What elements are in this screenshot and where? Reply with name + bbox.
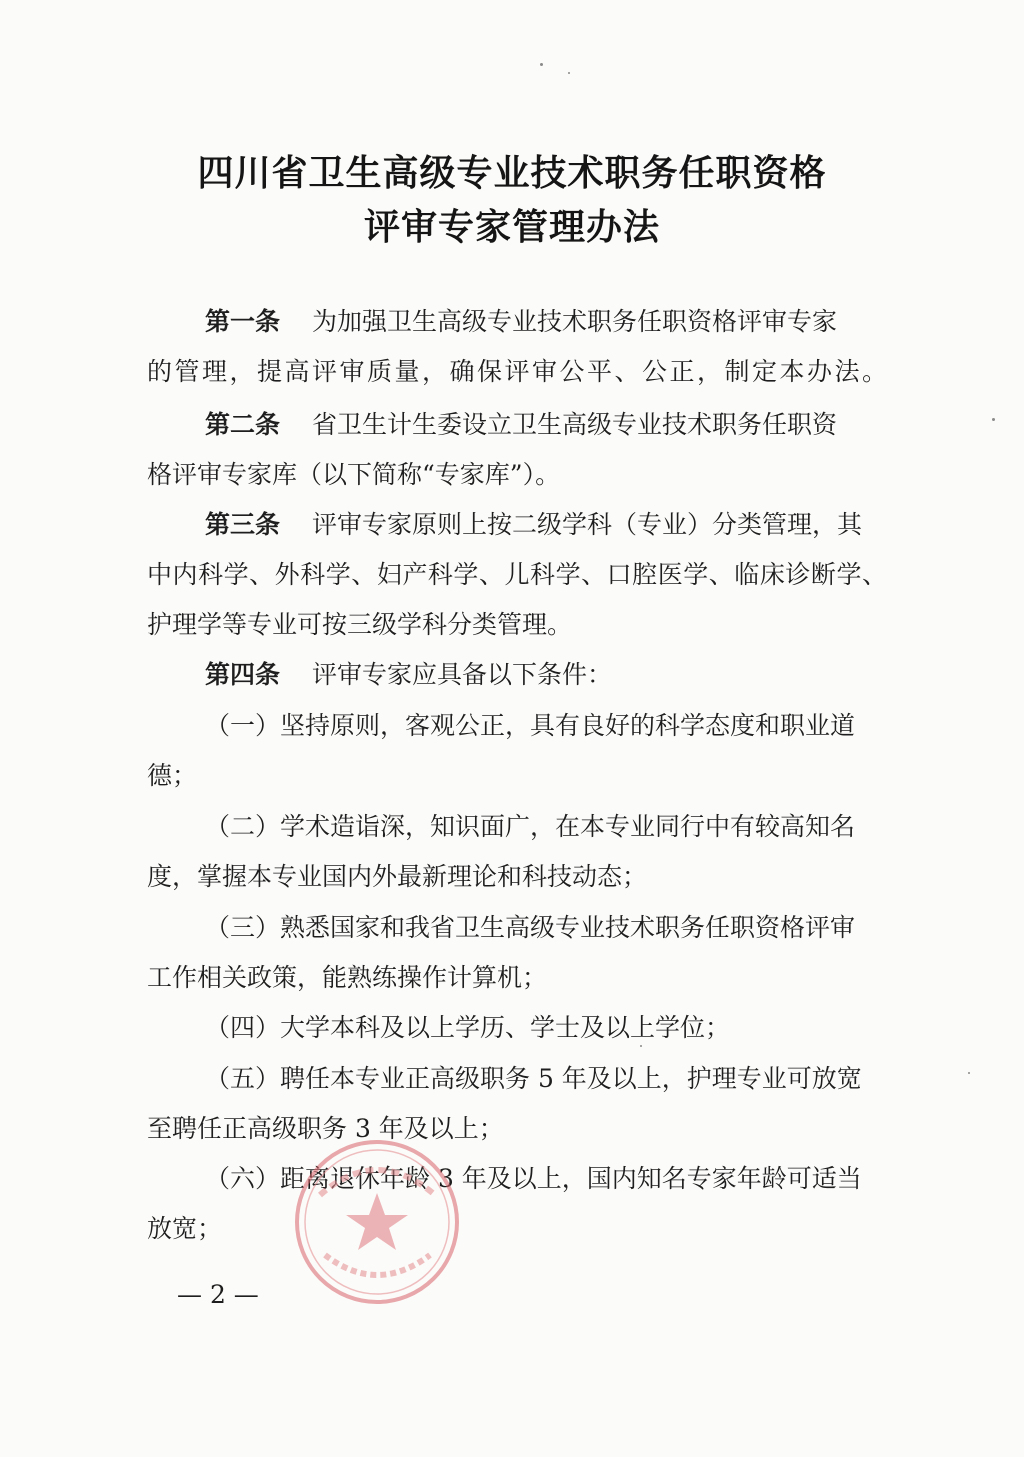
- condition-2-line-1: （二）学术造诣深，知识面广，在本专业同行中有较高知名: [205, 812, 856, 841]
- article-3-text-1: 评审专家原则上按二级学科（专业）分类管理，其: [312, 510, 863, 539]
- condition-6-line-2: 放宽；: [147, 1214, 223, 1243]
- article-2-line-2: 格评审专家库（以下简称“专家库”）。: [147, 460, 561, 489]
- condition-3-line-1: （三）熟悉国家和我省卫生高级专业技术职务任职资格评审: [205, 913, 856, 942]
- article-1-text-1: 为加强卫生高级专业技术职务任职资格评审专家: [312, 307, 838, 336]
- article-3-line-2: 中内科学、外科学、妇产科学、儿科学、口腔医学、临床诊断学、: [147, 560, 887, 589]
- scan-speck: [568, 72, 570, 74]
- scan-speck: [640, 1045, 642, 1047]
- article-3-line-3: 护理学等专业可按三级学科分类管理。: [147, 610, 573, 639]
- article-1-line-1: [205, 307, 887, 337]
- article-4-text-1: 评审专家应具备以下条件：: [312, 660, 613, 689]
- condition-1-line-1: （一）坚持原则，客观公正，具有良好的科学态度和职业道: [205, 711, 856, 740]
- scan-speck: [992, 418, 995, 421]
- article-1-label: 第一条: [205, 307, 281, 336]
- condition-3-line-2: 工作相关政策，能熟练操作计算机；: [147, 963, 548, 992]
- article-2-label: 第二条: [205, 410, 281, 439]
- scan-speck: [540, 63, 543, 66]
- condition-1-line-2: 德；: [147, 761, 198, 790]
- article-3-label: 第三条: [205, 510, 281, 539]
- article-3-line-1: [205, 510, 887, 540]
- article-1-line-2: 的管理，提高评审质量，确保评审公平、公正，制定本办法。: [147, 357, 887, 386]
- document-title-line-2: 评审专家管理办法: [363, 206, 660, 248]
- article-2-text-1: 省卫生计生委设立卫生高级专业技术职务任职资: [312, 410, 838, 439]
- condition-2-line-2: 度，掌握本专业国内外最新理论和科技动态；: [147, 862, 648, 891]
- document-title-line-1: 四川省卫生高级专业技术职务任职资格: [197, 152, 827, 194]
- page-number: — 2 —: [177, 1280, 259, 1309]
- article-4-line-1: [205, 660, 612, 690]
- condition-4-line-1: （四）大学本科及以上学历、学士及以上学位；: [205, 1013, 731, 1042]
- article-4-label: 第四条: [205, 660, 281, 689]
- article-2-line-1: [205, 410, 887, 440]
- official-seal-icon: [290, 1135, 465, 1310]
- scan-speck: [968, 1072, 970, 1074]
- condition-5-line-2: 至聘任正高级职务 3 年及以上；: [147, 1114, 504, 1143]
- condition-6-line-1: （六）距离退休年龄 3 年及以上，国内知名专家年龄可适当: [205, 1164, 862, 1193]
- condition-5-line-1: （五）聘任本专业正高级职务 5 年及以上，护理专业可放宽: [205, 1064, 862, 1093]
